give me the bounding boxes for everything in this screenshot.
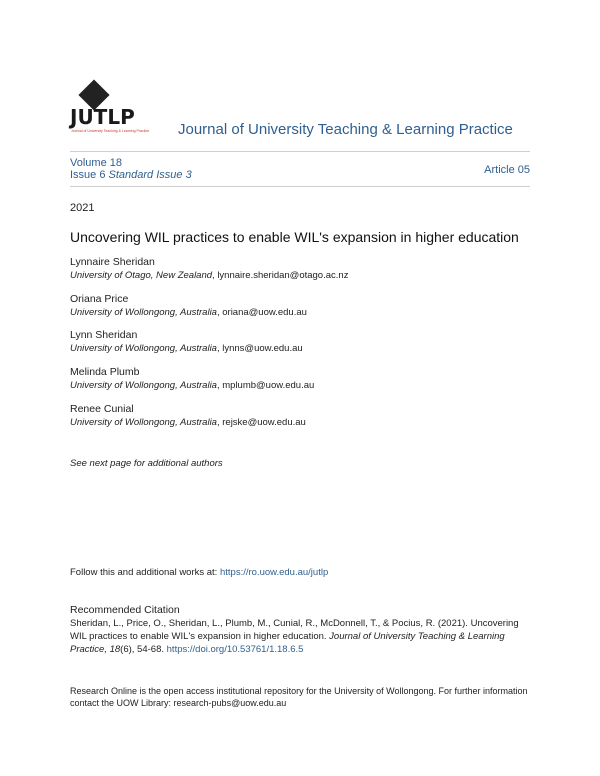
issue-number: Issue 6: [70, 169, 106, 181]
author-name: Lynn Sheridan: [70, 329, 138, 341]
citation-text: Sheridan, L., Price, O., Sheridan, L., Plumb, M., Cunial, R., McDonnell, T., & Pocius, R. (2021). Uncovering WIL practices to enable WIL's expansion in higher education. Journal of University Teaching & Learning Practice, 18(6), 54-68. https://doi.org/10.53761/1.18.6.5: [70, 618, 519, 655]
author-affiliation: University of Otago, New Zealand, lynnaire.sheridan@otago.ac.nz: [70, 270, 349, 281]
author-block: [70, 256, 348, 282]
citation-journal: Journal of University Teaching & Learning Practice, 18: [70, 631, 505, 655]
volume-issue: [70, 157, 192, 181]
journal-title[interactable]: Journal of University Teaching & Learning Practice: [178, 121, 513, 138]
author-name: Melinda Plumb: [70, 366, 140, 378]
top-divider: [70, 151, 530, 152]
author-block: [70, 293, 307, 319]
see-next-page-note: See next page for additional authors: [70, 458, 223, 469]
author-block: [70, 403, 306, 429]
recommended-citation-heading: Recommended Citation: [70, 604, 180, 616]
author-affiliation: University of Wollongong, Australia, lynns@uow.edu.au: [70, 343, 303, 354]
author-block: [70, 366, 314, 392]
author-block: [70, 329, 303, 355]
author-name: Renee Cunial: [70, 403, 134, 415]
header-divider: [70, 186, 530, 187]
author-name: Oriana Price: [70, 293, 129, 305]
journal-logo: [70, 84, 150, 136]
author-affiliation: University of Wollongong, Australia, mplumb@uow.edu.au: [70, 380, 315, 391]
repository-link[interactable]: https://ro.uow.edu.au/jutlp: [219, 567, 329, 578]
author-name: Lynnaire Sheridan: [70, 256, 155, 268]
volume-link[interactable]: Volume 18: [70, 157, 122, 169]
issue-type: Standard Issue 3: [108, 169, 192, 181]
doi-link[interactable]: https://doi.org/10.53761/1.18.6.5: [166, 644, 304, 655]
author-affiliation: University of Wollongong, Australia, oriana@uow.edu.au: [70, 307, 307, 318]
paper-title: Uncovering WIL practices to enable WIL's expansion in higher education: [70, 229, 519, 245]
logo-text: JUTLP: [70, 105, 135, 129]
logo-tagline: Journal of University Teaching & Learning Practice: [71, 129, 150, 133]
author-affiliation: University of Wollongong, Australia, rejske@uow.edu.au: [70, 417, 306, 428]
repository-footer: Research Online is the open access institutional repository for the University of Wollongong. For further information contact the UOW Library: research-pubs@uow.edu.au: [70, 686, 528, 708]
follow-line: [70, 567, 328, 578]
issue-line[interactable]: [70, 169, 192, 181]
follow-text: Follow this and additional works at:: [70, 567, 220, 578]
article-number[interactable]: Article 05: [484, 164, 530, 176]
publication-year: 2021: [70, 202, 95, 214]
